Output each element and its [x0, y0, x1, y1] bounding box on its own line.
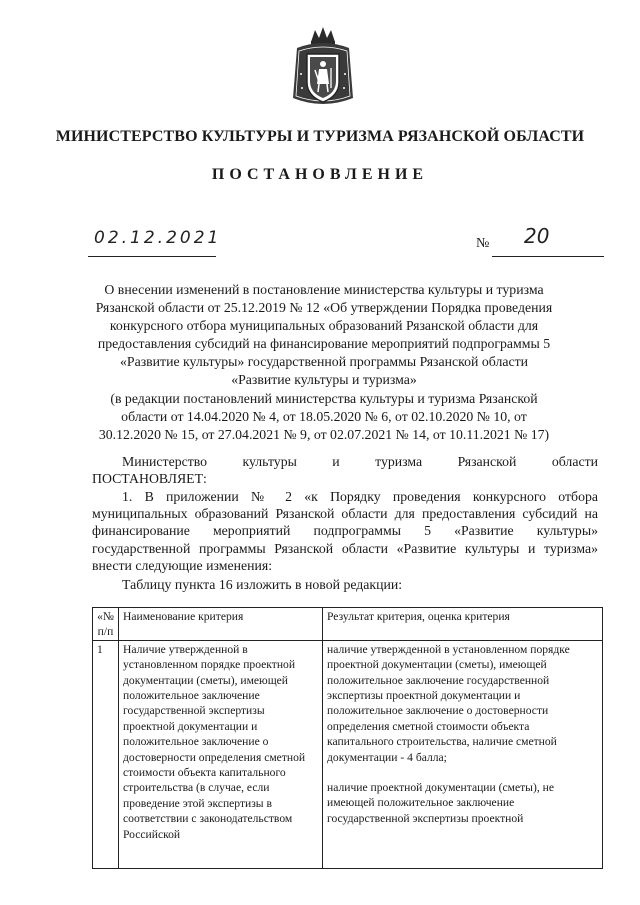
- intro-word: туризма: [375, 454, 423, 469]
- resolution-intro: [92, 453, 598, 487]
- paragraph-table-intro: Таблицу пункта 16 изложить в новой редакции:: [122, 577, 403, 592]
- subject-line: О внесении изменений в постановление министерства культуры и туризма: [104, 282, 544, 297]
- document-number: 20: [524, 224, 550, 248]
- table-row: [93, 640, 603, 868]
- subject-line: предоставления субсидий на финансирование мероприятий подпрограммы 5: [97, 336, 551, 352]
- intro-word: и: [332, 454, 340, 469]
- result-text-b: наличие проектной документации (сметы), не имеющей положительное заключение государственной экспертизы проектной: [327, 781, 554, 825]
- subject-line: «Развитие культуры и туризма»: [231, 372, 417, 388]
- criterion-name: [119, 640, 323, 868]
- table-header-row: [93, 608, 603, 641]
- criterion-text: Наличие утвержденной в установленном порядке проектной документации (сметы), имеющей положительное заключение государственной экспертизы проектной документации и положительное заключение о достоверности определения сметной стоимости объекта капитального строительства (в случае, если проведение этой экспертизы в соответствии с законодательством Российской: [123, 642, 306, 841]
- document-type: ПОСТАНОВЛЕНИЕ: [211, 166, 429, 183]
- document-subject: [72, 281, 576, 444]
- result-text-a: наличие утвержденной в установленном порядке проектной документации (сметы), имеющей положительное заключение государственной экспертизы проектной документации и положительное заключение о достоверности определения сметной стоимости объекта капитального строительства, наличие сметной документации - 4 балла;: [327, 642, 570, 764]
- header-number: «№ п/п: [93, 608, 119, 641]
- row-number-text: 1: [97, 642, 103, 656]
- criterion-result: [323, 640, 603, 868]
- header-criterion: Наименование критерия: [119, 608, 323, 641]
- header-result: Результат критерия, оценка критерия: [323, 608, 603, 641]
- intro-word: Министерство: [122, 454, 208, 469]
- intro-word: области: [551, 454, 598, 469]
- subject-line: Рязанской области от 25.12.2019 № 12 «Об утверждении Порядка проведения: [95, 300, 553, 316]
- ministry-title: МИНИСТЕРСТВО КУЛЬТУРЫ И ТУРИЗМА РЯЗАНСКОЙ ОБЛАСТИ: [55, 128, 585, 145]
- subject-line: области от 14.04.2020 № 4, от 18.05.2020 № 6, от 02.10.2020 № 10, от: [121, 408, 527, 424]
- number-sign: №: [476, 236, 490, 251]
- document-date: 02.12.2021: [94, 228, 222, 248]
- subject-line: (в редакции постановлений министерства культуры и туризма Рязанской: [110, 390, 538, 406]
- intro-word: Рязанской: [457, 454, 517, 469]
- criteria-table: [92, 607, 603, 869]
- ryazan-coat-of-arms-icon: [289, 24, 357, 112]
- subject-line: конкурсного отбора муниципальных образований Рязанской области для: [109, 318, 539, 334]
- subject-line: 30.12.2020 № 15, от 27.04.2021 № 9, от 02.07.2021 № 14, от 10.11.2021 № 17): [98, 426, 550, 442]
- resolves-word: ПОСТАНОВЛЯЕТ:: [92, 471, 207, 487]
- subject-line: «Развитие культуры» государственной программы Рязанской области: [120, 354, 528, 370]
- intro-word: культуры: [242, 454, 297, 469]
- paragraph-1: 1. В приложении № 2 «к Порядку проведения конкурсного отбора муниципальных образований Рязанской области для предоставления субсидий на финансирование мероприятий подпрограммы 5 «Развитие культуры» государственной программы Рязанской области «Развитие культуры и туризма» внести следующие изменения:: [92, 489, 598, 573]
- row-number: [93, 640, 119, 868]
